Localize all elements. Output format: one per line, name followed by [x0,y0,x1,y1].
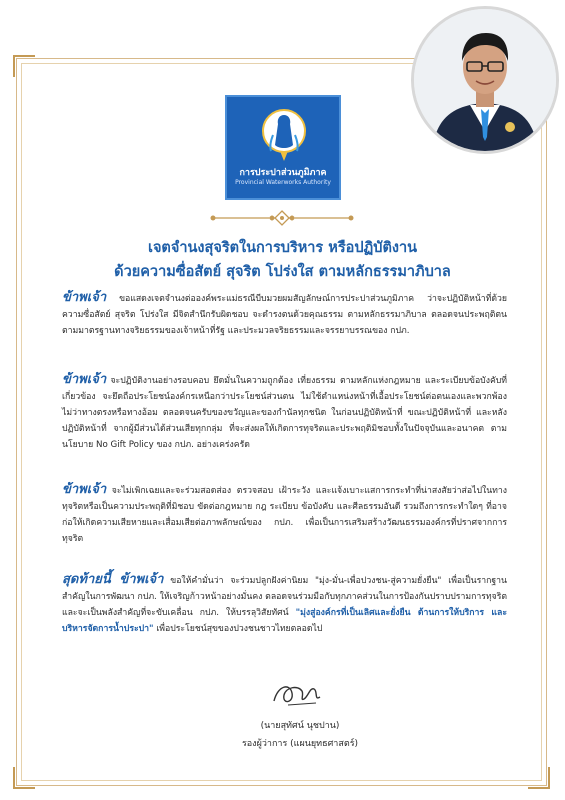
document-title-line-2: ด้วยความซื่อสัตย์ สุจริต โปร่งใส ตามหลักธรรมาภิบาล [114,264,451,280]
pledge-paragraph-4 [62,572,507,637]
document-title-line-1: เจตจำนงสุจริตในการบริหาร หรือปฏิบัติงาน [147,240,418,256]
frame-corner-ornament [528,767,550,789]
paragraph-lead: ข้าพเจ้า [62,290,107,305]
paragraph-text: จะปฏิบัติงานอย่างรอบคอบ ยึดมั่นในความถูกต้อง เที่ยงธรรม ตามหลักแห่งกฎหมาย และระเบียบข้อบังคับที่เกี่ยวข้อง จะยึดถือประโยชน์องค์กรเหนือกว่าประโยชน์ส่วนตน ไม่ใช้ตำแหน่งหน้าที่เอื้อประโยชน์ต่อตนเองและพวกพ้อง ไม่ว่าทางตรงหรือทางอ้อม ตลอดจนครับของขวัญและของกำนัลทุกชนิด ในก่อนปฏิบัติหน้าที่ ขณะปฏิบัติหน้าที่ และหลังปฏิบัติหน้าที่ จากผู้มีส่วนได้ส่วนเสียทุกกลุ่ม ที่จะส่งผลให้เกิดการทุจริตและประพฤติมิชอบทั้งในปัจจุบันและอนาคต ตามนโยบาย No Gift Policy ของ กปภ. อย่างเคร่งครัด [62,376,507,450]
paragraph-text: ขอแสดงเจตจำนงต่อองค์พระแม่ธรณีบีบมวยผมสัญลักษณ์การประปาส่วนภูมิภาค ว่าจะปฏิบัติหน้าที่ด้วยความซื่อสัตย์ สุจริต โปร่งใส มีจิตสำนึกรับผิดชอบ จะดำรงตนด้วยคุณธรรม ตามหลักธรรมาภิบาล ตลอดจนประพฤติตนตามมาตรฐานทางจริยธรรมของเจ้าหน้าที่รัฐ และประมวลจริยธรรมและจรรยาบรรณของ กปภ. [62,294,507,336]
title-ornament-divider [207,210,357,226]
paragraph-lead: ข้าพเจ้า [62,482,107,497]
pledge-paragraph-1 [62,290,507,339]
frame-corner-ornament [13,55,35,77]
paragraph-text: เพื่อประโยชน์สุขของปวงชนชาวไทยตลอดไป [153,624,323,634]
executive-portrait-photo [411,6,559,154]
mother-earth-emblem-icon [261,105,307,165]
logo-name-english: Provincial Waterworks Authority [235,179,331,186]
paragraph-lead: สุดท้ายนี้ ข้าพเจ้า [62,572,164,587]
pledge-paragraph-2 [62,372,507,453]
paragraph-text: จะไม่เพิกเฉยและจะร่วมสอดส่อง ตรวจสอบ เฝ้าระวัง และแจ้งเบาะแสการกระทำที่น่าสงสัยว่าส่อไปในทางทุจริตหรือเป็นความประพฤติที่มิชอบ ขัดต่อกฎหมาย กฎ ระเบียบ ข้อบังคับ และศีลธรรมอันดี รวมถึงการกระทำใดๆ ที่อาจก่อให้เกิดความเสียหายและเสื่อมเสียต่อภาพลักษณ์ของ กปภ. เพื่อเป็นการเสริมสร้างวัฒนธรรมองค์กรที่ปราศจากการทุจริต [62,486,507,544]
frame-corner-ornament [13,767,35,789]
pledge-paragraph-3 [62,482,507,547]
paragraph-lead: ข้าพเจ้า [62,372,107,387]
portrait-illustration [414,9,556,151]
signer-position: รองผู้ว่าการ (แผนยุทธศาสตร์) [241,739,359,749]
vision-statement-highlight: "มุ่งสู่องค์กรที่เป็นเลิศและยั่งยืน ด้านการให้บริการ และบริหารจัดการน้ำประปา" [62,608,507,634]
pwa-logo [225,95,341,200]
logo-name-thai: การประปาส่วนภูมิภาค [239,168,327,178]
signer-name: (นายสุทัศน์ นุชปาน) [260,721,340,731]
handwritten-signature [268,677,328,711]
paragraph-text: ขอให้คำมั่นว่า จะร่วมปลูกฝังค่านิยม "มุ่ง-มั่น-เพื่อปวงชน-สู่ความยั่งยืน" เพื่อเป็นรากฐานสำคัญในการพัฒนา กปภ. ให้เจริญก้าวหน้าอย่างมั่นคง ตลอดจนร่วมมือกับทุกภาคส่วนในการป้องกันปราบปรามการทุจริต และจะเป็นพลังสำคัญที่จะขับเคลื่อน กปภ. ให้บรรลุวิสัยทัศน์ [62,576,507,618]
